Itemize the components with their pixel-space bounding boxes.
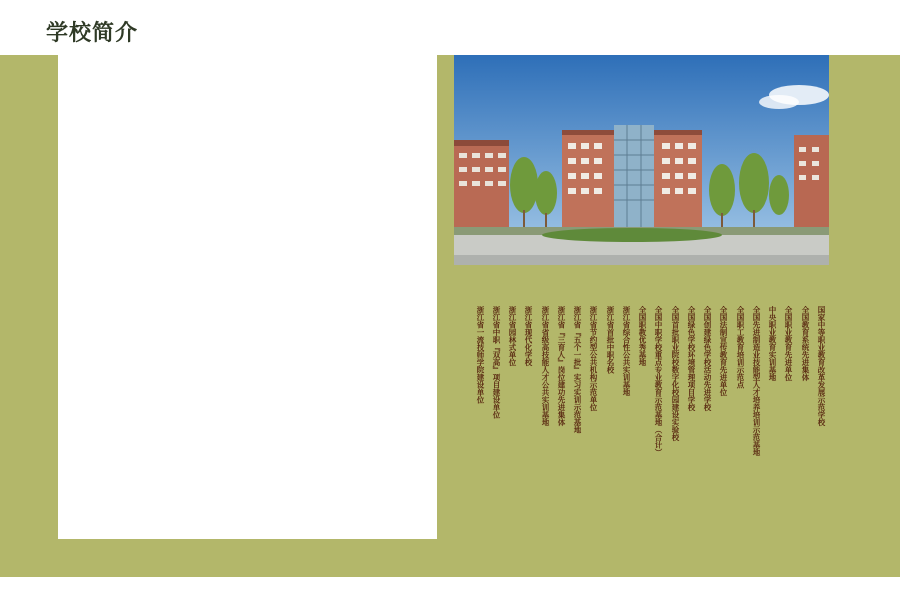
honors-list (471, 306, 831, 466)
section-heading-faculty: 师资力量雄厚: (80, 169, 170, 185)
section-body-achievements: 学校形成鲜明的职业教育办学特色，办学成果累累。被评为国家中等职业教育改革发展示范学校，全国职业教育先进单位、全国教育系统先进集体、全国法制宣传教育先进单位、全国中职财政支持的实训基地、全国创建绿色学校先进单位等，在全国职业教育领域发挥了良好的示范辐射作用。 (80, 446, 406, 478)
honor-item: 浙江省综合性公共实训基地 (622, 306, 631, 396)
honor-item: 全国法制宣传教育先进单位 (719, 306, 728, 396)
campus-building-illustration (454, 55, 829, 265)
honor-item: 全国职业教育先进单位 (784, 306, 793, 381)
honor-item: 浙江省园林式单位 (508, 306, 517, 366)
section-heading-majors: 专业建设一流: (80, 245, 170, 261)
honor-item: 浙江省『三育人』岗位建功先进集体 (557, 306, 566, 426)
honor-item: 全国中职学校重点专业教育示范基地（合计） (654, 306, 663, 456)
section-heading-achievements: 办学成果辉煌: (80, 431, 170, 447)
section-body-majors: 学校坚持围绕产业办专业，立足永康五金产业，服务永康市与浙江中部先进制造业的优势产业，开设智能制造、工业互联网与大数据、机电一体化等20多个专业，基本覆盖五金产业链。建有国家级基地3个、省级基地3个，同时学院与全球知名企业合作，加强了世赛标准研究，将典型世赛项目转化为教学项目，现已开发完成高级工和技师研修项目5个，与德国工业4.0工程师和中国智能制造工程师资格互认1项。 (80, 261, 406, 316)
intro-paragraph: 学校创建于1983年，座落于交通便捷的大永线旁，风景秀丽的九龙湖畔。学校总占地832亩（其中新校园581亩，总投资31.7亿，一期工程即将完工于2023年9月投入使用），总建筑面积32.9万平方米；学院实训场地建筑面积6.3万平方米，实习实训设备总值9442万元。目前在校生7000余人，教职工500余人。是以培养现代智造业人才和经营管理应用人才为主的公立职业院校。 (80, 98, 406, 142)
section-body-teaching: 学校引入ISO.9001质量管理体系，全方位落实精细化管理，成效显著。近五年来，师生在各类技能大赛中荣获国家级奖项23金18银18铜，浙江省一等奖60多项。其中，2022年学生在全国职业院校技能大赛摘获2金1银，2023年学生在行业技能国赛上再获1金。近五年永康职技校高职考上线率100%，本科上线人数逐年提升，连年位居金华市中职学校第一名，远远领先于金华市其他中职学校。2022年首届普职融通班25人上一段线，上线率达70%，与金华职业技术学院合作的五年一体化五年制办学模式进一步拓宽了学生技能成长与升学的通道，2022年有13位学生升入世界200强国际合作大学，留学新加坡和澳大利亚，永康职业教育真正实现国际合作。 (80, 341, 406, 419)
honor-item: 浙江省首批中职名校 (606, 306, 615, 374)
section-body-faculty: 学校拥有一支实力雄厚、结构精良的专兼职教师队伍。现有全国职教名师、浙江省特级教师、金华市学科带头人等30多人。目前有正高级教师5人，浙江省特级教师2人，博士3人，硕士80余人，国家级技能大师2人，全国技术能手6人，省技术能手8人。一体化教师占比83.25%，高级专业技术职称和技师、高级技师职业资格的教师占比70.65%。组建有1个国家级大师工作室，1个省名师工作室，3个金华市名师工作室。 (80, 184, 406, 239)
honor-item: 全国先进制造业技能型人才培养培训示范基地 (752, 306, 761, 456)
honor-item: 浙江省现代化学校 (524, 306, 533, 366)
honor-item: 中央职业教育实训基地 (768, 306, 777, 381)
honor-item: 全国教育系统先进集体 (801, 306, 810, 381)
honor-item: 全国职教优秀基地 (638, 306, 647, 366)
honor-item: 全国职工教育培训示范点 (736, 306, 745, 389)
page-title: 学校简介 (46, 20, 139, 46)
honor-item: 浙江省中职『双高』项目建设单位 (492, 306, 501, 419)
section-heading-teaching: 教学成绩上乘: (80, 326, 170, 342)
honor-item: 全国首批职业院校数字化校园建设实验校 (671, 306, 680, 441)
honor-item: 浙江省省级高技能人才公共实训基地 (541, 306, 550, 426)
honor-item: 全国创建绿色学校活动先进学校 (703, 306, 712, 411)
honor-item: 浙江省节约型公共机构示范单位 (589, 306, 598, 411)
honor-item: 全国绿色学校环境管理项目学校 (687, 306, 696, 411)
honor-item: 国家中等职业教育改革发展示范学校 (817, 306, 826, 426)
campus-photo (454, 55, 829, 265)
honor-item: 浙江省一流技师学院建设单位 (476, 306, 485, 404)
honor-item: 浙江省『五个一批』实习实训示范基地 (573, 306, 582, 434)
